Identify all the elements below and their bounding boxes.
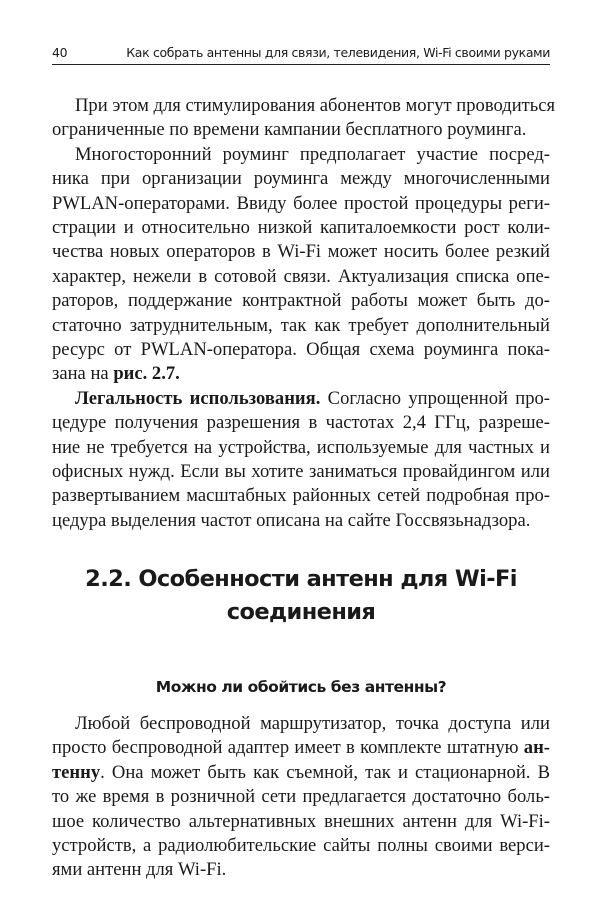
section-heading: [52, 563, 550, 629]
text-line: ресурс от PWLAN-оператора. Общая схема роуминга пока-: [52, 338, 550, 360]
text-line: статочно затруднительным, так как требует дополнительный: [52, 314, 550, 336]
section-heading-line-2: соединения: [226, 599, 376, 625]
text-line: ние не требуется на устройства, используемые для частных и: [52, 436, 550, 458]
text-run: . Она может быть как съемной, так и стационарной. В: [100, 761, 550, 783]
text-line: развертыванием масштабных районных сетей подробная про-: [52, 485, 550, 507]
text-line: ника при организации роуминга между многочисленными: [52, 168, 550, 190]
paragraph-3: [52, 387, 550, 533]
text-line: страции и относительно низкой капиталоемкости рост коли-: [52, 216, 550, 238]
bold-term: ан-: [523, 737, 550, 759]
paragraph-1: [52, 94, 556, 143]
text-line: ограниченные по времени кампании бесплатного роуминга.: [52, 119, 527, 141]
text-line: При этом для стимулирования абонентов могут проводиться: [75, 95, 556, 116]
text-line: офисных нужд. Если вы хотите заниматься провайдингом или: [52, 460, 550, 482]
subsection-heading: Можно ли обойтись без антенны?: [155, 678, 447, 696]
text-line: [52, 761, 550, 785]
figure-reference: рис. 2.7.: [113, 363, 180, 385]
text-line: чества новых операторов в Wi-Fi может носить более резкий: [52, 241, 550, 263]
text-line: характер, нежели в сотовой связи. Актуализация списка опе-: [52, 265, 550, 287]
text-line: то же время в розничной сети предлагается достаточно боль-: [52, 786, 550, 808]
text-line: PWLAN-операторами. Ввиду более простой процедуры реги-: [52, 192, 550, 214]
section-heading-line-1: 2.2. Особенности антенн для Wi-Fi: [85, 566, 517, 592]
run-in-heading: Легальность использования.: [75, 387, 321, 409]
text-line: устройств, а радиолюбительские сайты полны своими верси-: [52, 834, 550, 856]
bold-term: тенну: [52, 761, 101, 783]
text-line: ями антенн для Wi-Fi.: [52, 859, 227, 881]
running-head: [52, 44, 550, 65]
text-line: [52, 362, 550, 386]
text-run: просто беспроводной адаптер имеет в комплекте штатную: [52, 737, 524, 759]
text-run: зана на: [52, 363, 114, 385]
text-line: шое количество альтернативных внешних антенн для Wi-Fi-: [52, 810, 550, 832]
text-line: [52, 736, 550, 760]
paragraph-2: [52, 143, 550, 387]
paragraph-4: [52, 712, 550, 883]
text-line: Многосторонний роуминг предполагает участие посред-: [75, 143, 550, 165]
text-run: Согласно упрощенной про-: [320, 387, 550, 409]
book-title: Как собрать антенны для связи, телевидения, Wi-Fi своими руками: [126, 45, 550, 60]
text-line: [52, 387, 550, 411]
text-line: цедуре получения разрешения в частотах 2,4 ГГц, разреше-: [52, 412, 550, 434]
text-line: Любой беспроводной маршрутизатор, точка доступа или: [75, 713, 550, 734]
text-line: раторов, поддержание контрактной работы может быть до-: [52, 290, 550, 312]
page-number: 40: [52, 45, 68, 60]
text-line: цедура выделения частот описана на сайте Госсвязьнадзора.: [52, 509, 531, 531]
